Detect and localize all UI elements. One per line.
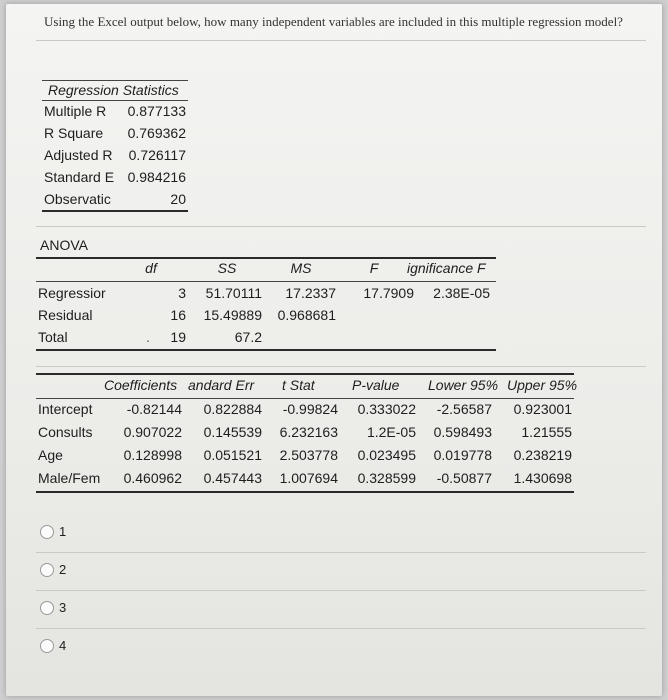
coef-cell: 0.328599 xyxy=(357,470,416,486)
coef-cell: 0.019778 xyxy=(433,447,492,463)
option-label: 2 xyxy=(59,562,67,577)
coef-cell: -0.82144 xyxy=(126,401,182,417)
divider xyxy=(36,590,646,591)
coef-cell: -2.56587 xyxy=(436,401,492,417)
question-text: Using the Excel output below, how many independent variables are included in this multiple regression model? xyxy=(44,14,623,29)
anova-row-label: Total xyxy=(38,329,68,345)
option-1[interactable] xyxy=(40,524,66,539)
anova-cell: 15.49889 xyxy=(203,307,262,323)
radio-button-icon[interactable] xyxy=(40,563,54,577)
anova-header: df xyxy=(145,260,157,276)
stat-label: Observatic xyxy=(44,191,111,207)
radio-button-icon[interactable] xyxy=(40,601,54,615)
anova-header: ignificance F xyxy=(407,260,486,276)
coef-cell: 0.051521 xyxy=(203,447,262,463)
coef-cell: 0.923001 xyxy=(513,401,572,417)
anova-header: SS xyxy=(217,260,237,276)
stat-value: 0.984216 xyxy=(127,169,186,185)
option-4[interactable] xyxy=(40,638,66,653)
coef-cell: 6.232163 xyxy=(279,424,338,440)
coef-cell: 0.333022 xyxy=(357,401,416,417)
coef-cell: 2.503778 xyxy=(279,447,338,463)
coef-cell: 1.007694 xyxy=(279,470,338,486)
coef-cell: -0.50877 xyxy=(436,470,492,486)
coef-cell: 0.145539 xyxy=(203,424,262,440)
divider xyxy=(36,226,646,227)
anova-cell: 0.968681 xyxy=(277,307,336,323)
anova-cell: 51.70111 xyxy=(205,285,262,301)
anova-cell: 17.2337 xyxy=(285,285,336,301)
coef-row-label: Consults xyxy=(38,424,93,440)
coef-header: andard Err xyxy=(188,377,255,393)
option-3[interactable] xyxy=(40,600,66,615)
coef-cell: 0.457443 xyxy=(203,470,262,486)
option-label: 3 xyxy=(59,600,67,615)
coef-row-label: Male/Fem xyxy=(38,470,101,486)
anova-header: F xyxy=(369,260,379,276)
radio-button-icon[interactable] xyxy=(40,639,54,653)
stat-value: 0.769362 xyxy=(127,125,186,141)
anova-header: MS xyxy=(290,260,312,276)
stat-label: Multiple R xyxy=(44,103,107,119)
anova-cell: 3 xyxy=(178,285,186,301)
coef-cell: 0.822884 xyxy=(203,401,262,417)
coef-cell: 0.128998 xyxy=(123,447,182,463)
coef-header: Coefficients xyxy=(104,377,178,393)
stat-value: 0.726117 xyxy=(128,147,186,163)
divider xyxy=(36,366,646,367)
coef-header: Upper 95% xyxy=(507,377,578,393)
coef-header: t Stat xyxy=(282,377,315,393)
divider xyxy=(36,552,646,553)
divider xyxy=(36,628,646,629)
radio-button-icon[interactable] xyxy=(40,525,54,539)
option-2[interactable] xyxy=(40,562,66,577)
option-label: 4 xyxy=(59,638,67,653)
coef-cell: 0.023495 xyxy=(357,447,416,463)
coef-cell: 0.238219 xyxy=(513,447,572,463)
coef-cell: 0.907022 xyxy=(123,424,182,440)
divider xyxy=(36,40,646,41)
anova-title: ANOVA xyxy=(40,237,88,253)
coef-cell: -0.99824 xyxy=(282,401,338,417)
coef-header: Lower 95% xyxy=(428,377,499,393)
coef-cell: 0.460962 xyxy=(123,470,182,486)
anova-row-label: Residual xyxy=(38,307,93,323)
stat-label: Standard E xyxy=(44,169,115,185)
coef-header: P-value xyxy=(352,377,400,393)
coef-cell: 1.21555 xyxy=(521,424,572,440)
anova-cell: 67.2 xyxy=(234,329,262,345)
stray-mark: . xyxy=(146,329,150,345)
anova-cell: 17.7909 xyxy=(363,285,414,301)
regression-statistics-title: Regression Statistics xyxy=(48,82,179,98)
anova-cell: 19 xyxy=(170,329,186,345)
anova-cell: 16 xyxy=(170,307,186,323)
coef-row-label: Intercept xyxy=(38,401,93,417)
stat-value: 0.877133 xyxy=(127,103,186,119)
coef-row-label: Age xyxy=(38,447,63,463)
anova-cell: 2.38E-05 xyxy=(433,285,490,301)
stat-label: Adjusted R xyxy=(44,147,113,163)
coef-cell: 1.430698 xyxy=(513,470,572,486)
stat-label: R Square xyxy=(44,125,104,141)
option-label: 1 xyxy=(59,524,67,539)
coef-cell: 0.598493 xyxy=(433,424,492,440)
stat-value: 20 xyxy=(170,191,186,207)
coef-cell: 1.2E-05 xyxy=(366,424,416,440)
anova-row-label: Regressior xyxy=(38,285,106,301)
